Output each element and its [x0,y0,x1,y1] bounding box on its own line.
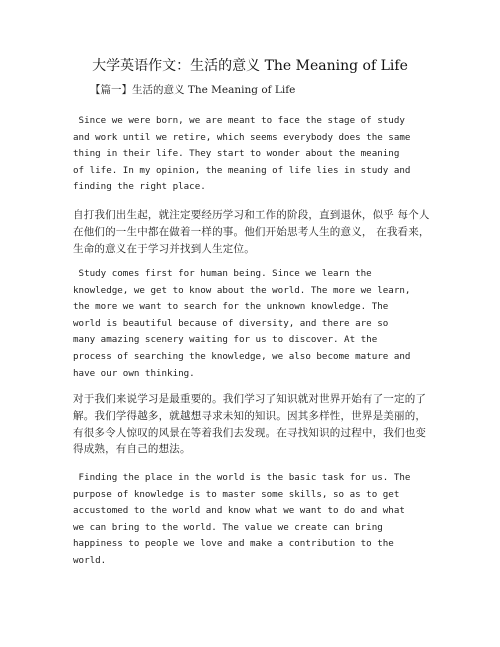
english-paragraph-1: Since we were born, we are meant to face the stage of study and work until we retire, which seems everybody does the same thing in their life. They start to wonder about the meaning of life. In my opinion, the meaning of life lies in study and finding the right place. [73,115,411,193]
document-title: 大学英语作文：生活的意义 The Meaning of Life [92,58,408,74]
english-paragraph-2: Study comes first for human being. Since we learn the knowledge, we get to know about the world. The more we learn, the more we want to search for the unknown knowledge. The world is beautiful because of diversity, and there are so many amazing scenery waiting for us to discover. At the process of searching the knowledge, we also become mature and have our own thinking. [73,268,411,379]
section-subtitle: 【篇一】生活的意义 The Meaning of Life [90,84,296,96]
chinese-paragraph-1: 自打我们出生起，就注定要经历学习和工作的阶段，直到退休，似乎 每个人在他们的一生中都在做着一样的事。他们开始思考人生的意义， 在我看来，生命的意义在于学习并找到人生定位。 [73,209,430,255]
chinese-paragraph-2: 对于我们来说学习是最重要的。我们学习了知识就对世界开始有了一定的了解。我们学得越多，就越想寻求未知的知识。因其多样性，世界是美丽的，有很多令人惊叹的风景在等着我们去发现。在寻找知识的过程中，我们也变得成熟，有自己的想法。 [73,393,427,456]
english-paragraph-3: Finding the place in the world is the basic task for us. The purpose of knowledge is to master some skills, so as to get accustomed to the world and know what we want to do and what we can bring to the world. The value we create can bring happiness to people we love and make a contribution to the world. [73,472,411,566]
